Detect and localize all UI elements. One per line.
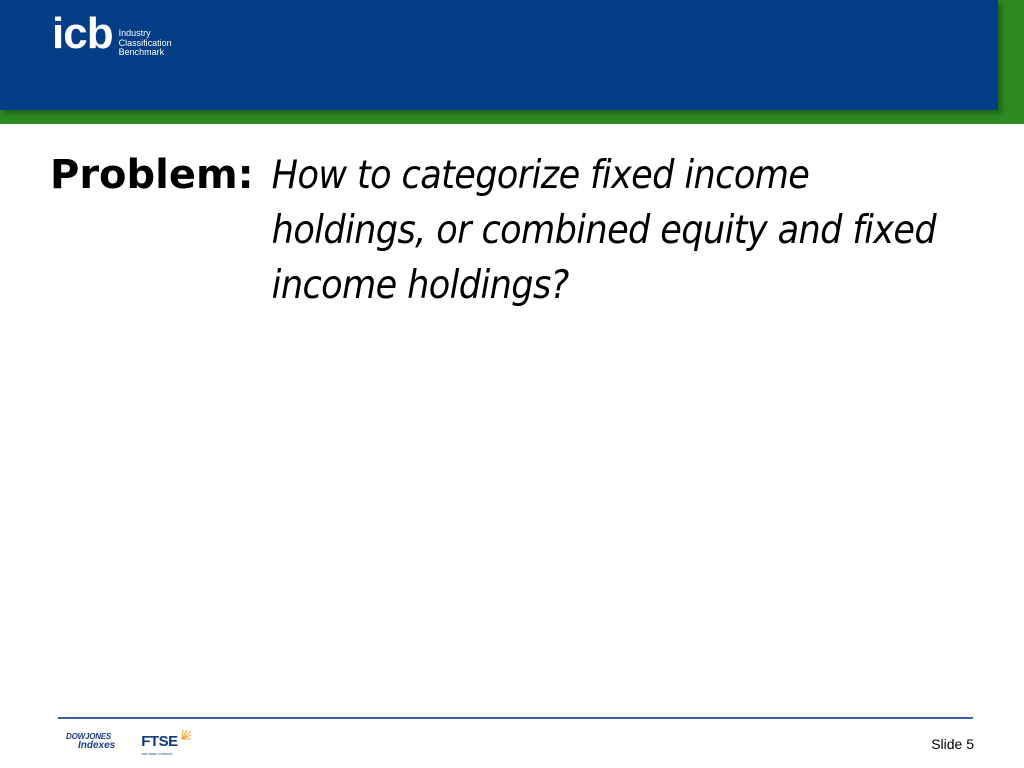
ftse-tagline: THE INDEX COMPANY xyxy=(141,751,174,756)
problem-label: Problem: xyxy=(50,152,254,198)
footer-logos xyxy=(66,726,192,756)
sunburst-icon xyxy=(180,729,192,741)
dowjones-text: DOWJONES xyxy=(66,732,112,741)
ftse-text: FTSE xyxy=(141,732,178,750)
logo-line-benchmark: Benchmark xyxy=(118,47,165,57)
slide-title xyxy=(50,148,990,313)
indexes-text: Indexes xyxy=(78,740,116,751)
logo-line-classification: Classification xyxy=(118,37,172,48)
logo-line-industry: Industry xyxy=(118,28,151,38)
dowjones-indexes-logo xyxy=(66,732,115,750)
problem-question: How to categorize fixed income holdings, or combined equity and fixed income holdings? xyxy=(271,153,937,308)
logo-text xyxy=(119,29,172,58)
footer-divider xyxy=(58,717,973,719)
header-bar xyxy=(0,0,1024,124)
slide-number: Slide 5 xyxy=(931,736,974,752)
header-blue-panel xyxy=(0,0,998,110)
logo-mark: icb xyxy=(52,9,113,58)
ftse-logo xyxy=(141,732,191,756)
icb-logo xyxy=(52,9,172,62)
